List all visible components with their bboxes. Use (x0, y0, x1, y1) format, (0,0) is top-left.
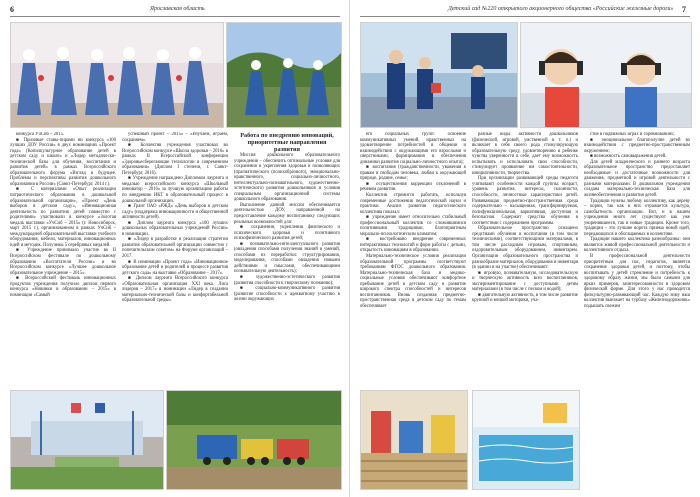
paragraph: Образовательное пространство оснащено средствами обучения и воспитания (в том числе техническими), соответствующими материалами, в том числе расходным игровым, спортивным, оздоровительным оборудованием, инвентарем. Организация образовательного пространства и разнообразие материалов, оборудования и инвентаря (в здании и на участке) обеспечивают: (472, 226, 578, 271)
pool-photo (472, 390, 580, 490)
paragraph: стие в подвижных играх и соревнованиях; (590, 132, 675, 137)
paragraph: ■ Диплом лауреата Всероссийского конкурса «Образовательная организация XXI века. Лига лидеров – 2017» в номинации «Лидер в создании материально-технической базы и конфортабельной образовательной среды». (122, 276, 228, 304)
paragraph: ■ Грант ОАО «РЖД» «День выборов в детском саду» (поддержка инновационности и общественной активности детей). (122, 204, 228, 221)
header-rule-left (10, 16, 340, 17)
classroom-children-photo (360, 22, 518, 128)
right-page (350, 0, 700, 497)
page-number-right: 7 (682, 5, 686, 14)
paragraph: ■ В номинации «Проект года» «Инновационное образование детей и родителей в процессе развития детского сада» на выставке «Образование – 2017». (122, 259, 228, 276)
playground-photo (10, 390, 164, 490)
paragraph: ■ Учреждение принимало участие во II Всероссийском фестивале по дошкольному образованию «Воспитатели России» и во Всероссийском конкурсе «Лучшее дошкольное образовательное учреждение – 2015». (10, 248, 116, 276)
paragraph: ■ С материалами «Опыт реализации патриотического образования в дошкольной образовательной организации», «Проект «День выборов в детском саду», «Инновационная деятельность по развитию детей совместно с родителями» участвовали в конкурсе «Золотая медаль выставки «УчСиб – 2015» (г. Новосибирск, март 2015 г.), организованном в рамках УчСиб – международной образовательной выставки учебного оборудования, мебели, материалов, инновационных идей и методик. Получены 5 серебряных медалей. (10, 187, 116, 248)
paragraph: При организации развивающей среды педагоги учитывают особенности каждой группы: возраст, уровень развития, интересы, склонности, способности, личностные характеристики детей. Развивающая предметно-пространственная среда содержательно – насыщенная, трансформируемая, полифункциональная, вариативная, доступная и безопасная. Содержит средства обучения в соответствии с содержанием программы. (472, 176, 578, 226)
paragraph: ■ возможность самовыражения детей. (590, 154, 667, 160)
paragraph: В профессиональной деятельности приоритетным для нас, педагогов, является сохранение здоровья детей, и поэтому, чтобы воспитывать у детей стремление и потребность к здоровому образу жизни, мы были самыми для ярких примеров, заинтересованности в здоровом физической форме. Для этого у нас проводится физкультурно-развивающий час. Каждую зиму наш коллектив выезжает на турбазу «Железнодорожник» подышать свежим (584, 254, 690, 309)
right-column-3 (584, 132, 690, 487)
right-column-2 (472, 132, 578, 384)
outdoor-stage-photo (226, 22, 342, 128)
paragraph: Для детей младенческого и раннего возраста образовательное пространство предоставляет необходимые и достаточные возможности для движения, предметной и игровой деятельности с разными материалами. В дошкольном учреждении создана материально-техническая база для жизнеобеспечения и развития детей. (584, 159, 690, 199)
paragraph: Миссия дошкольного образовательного учреждения – обеспечить оптимальные условия для сохранения и укрепления здоровья и позволяющих (прагматического (полихобразного), эмоционально-нравственного, социально-личностного, интеллектуально-познавательного, художественно-эстетического) развития дошкольников и условия специальным организационной системы дошкольного образования. (234, 153, 340, 203)
paragraph: ■ востребовано внедрение современных интерактивных технологий и форм работы с детьми, открытость инновациям в образовании. (360, 237, 466, 254)
header-rule-right (360, 16, 690, 17)
paragraph: ■ Всероссийский фестиваль инновационных продуктов учреждения получило диплом первого конкурса «Новинки в образовании – 2015» в номинации «Самый (10, 276, 116, 298)
paragraph: успешный проект – 2015» – «Изучаем, играем, сохраняем». (122, 132, 228, 143)
section-title: Работа по внедрению инноваций, приоритетные направления развития (240, 132, 334, 153)
paragraph: Выполнение данной миссии обеспечивается деятельностью ДОУ, направленной на предоставление каждому воспитаннику следующих реальных возможностей для: (234, 202, 340, 225)
gym-photo (360, 390, 468, 490)
dancing-girls-photo (10, 22, 224, 128)
running-header-left: Ярославская область (150, 6, 205, 12)
paragraph: ■ двигательную активность, в том числе развитие крупной и мелкой моторики, уча- (472, 292, 578, 304)
paragraph: ■ сохранения, укрепления физического и психического здоровья и позитивного психофизического развития детей; (234, 225, 340, 242)
paragraph: ■ эмоциональное благополучие детей во взаимодействии с предметно-пространственным окружением; (584, 137, 690, 154)
headset-kids-photo (520, 22, 692, 128)
paragraph: ■ художественно-эстетического развития (развития способности к творческому познанию); (234, 275, 340, 286)
page-number-left: 6 (10, 5, 14, 14)
left-column-3 (234, 132, 340, 384)
paragraph: ■ Коллектив учреждения участвовал во Всероссийском конкурсе «Школа здоровья – 2016» в рамках II Всероссийской конференции «Здоровьесберегающие технологии в современном образовании» (Диплом I степени, г. Санкт-Петербург, 2016). (122, 143, 228, 176)
paragraph: ■ Учреждение награждено Дипломом лауреата и медалью всероссийского конкурса «Школьный инноватор – 2016» за лучшую организацию работы по внедрению ИКТ в образовательный процесс в дошкольной организации. (122, 176, 228, 204)
paragraph: ■ социально-коммуникативного развития (развитие способности к адекватному участию в жизни окружающих (234, 286, 340, 303)
paragraph: ■ Призовые ставы-пирами ни конкурса «100 лучших ДОУ России» в двух номинациях «Проект года» (Копилкультурное образование детей в детском саду и школе» и «Лидер методически-технической базы для обучения, воспитания и развития детей» в рамках Всероссийского образовательного форума «Взгляд в будущее. Проблемы и перспективы развития дошкольного образования в России» (Санкт-Петербург, 2014 г.). (10, 137, 116, 187)
paragraph: ■ осуществления коррекции отклонений в речевом развитии. (360, 181, 466, 193)
paragraph: ■ воспитания (гражданственности, уважения к правам и свободам человека, любви к окружающей природе, родине, семье; (360, 165, 466, 182)
paragraph: ■ учреждение имеет относительно стабильный профессиональный коллектив со сложившимися позитивными традициями, благоприятным морально-психологическим климатом; (360, 215, 466, 237)
paragraph: разные виды активности дошкольников (физической, игровой, умственной и т. п.) и включает в себя своего рода стимулирующую образовательную среду, удовлетворению в ребенке чувства уверенности в себе, дает ему возможность испытывать и использовать свои способности, стимулирует проявление им самостоятельности, инициативности, творчества. (472, 132, 578, 176)
left-column-2 (122, 132, 228, 384)
paragraph: ■ игровую, познавательную, исследовательскую и творческую активность всех воспитанников, экспериментирование с доступными детям материалами (в том числе с песком и водой); (472, 270, 578, 293)
paragraph: ■ познавательно-интеллектуального развития (овладения способами получения знаний и умений, способами их переработки: структурирования, моделирования, способами овладения новыми действиями и смыслами, обеспечивающими познавательную деятельность); (234, 241, 340, 275)
paragraph: Традиции нашего коллектива разнообразны: они являются живой профессиональной деятельности и коллективного отдыха. (584, 237, 690, 254)
paragraph: ■ Диплом лауреата конкурса «100 лучших дошкольных образовательных учреждений России» в номинации. (122, 220, 228, 237)
paragraph: Коллектив стремится работать, используя современные достижения педагогической науки и практики. Анализ развития педагогического коллектива показал: (360, 193, 466, 215)
paragraph: ■ «Лидер в разработке и реализации стратегии развития образовательной организации совместно с попечительским советом» на Форуме организаций – 2017. (122, 237, 228, 260)
paragraph: конкурса УчСиб – 2015. (16, 132, 65, 137)
paragraph: Материально-техническое условия реализации образовательной программы соответствуют требованиям ФГОС дошкольного образования. Материально-техническая база и медико-социальные условия обеспечивают конфортное пребывание детей в детском саду и развитие широкого спектра способностей и интересов воспитанников. Вновь созданная предметно-пространственная среда в детском саду по темам обеспечивает (360, 254, 466, 309)
left-column-1 (10, 132, 116, 384)
paragraph: Традиции нужны любому коллективу, как дереву – корни, так как в них отражается культура, самобытность организации. Вот, и в нашем учреждении много лет существуют как уже укоренившиеся, так и новые традиции. Кроме того, традиции – это лучшие ворота приема новой идей, передающихся и обогащаемых в коллективе. (584, 198, 690, 237)
running-header-right: Детский сад №220 открытого акционерного общества «Российские железные дороги» (448, 6, 674, 12)
garden-train-photo (166, 390, 342, 490)
right-column-1 (360, 132, 466, 384)
paragraph: его социальных групп: освоение коммуникативных умений, нравственных на удовлетворение потребностей в общении и взаимодействии с окружающими его взрослыми и сверстниками, формирования и обеспечения динамики развития социально-личностного опыта); (360, 132, 466, 165)
